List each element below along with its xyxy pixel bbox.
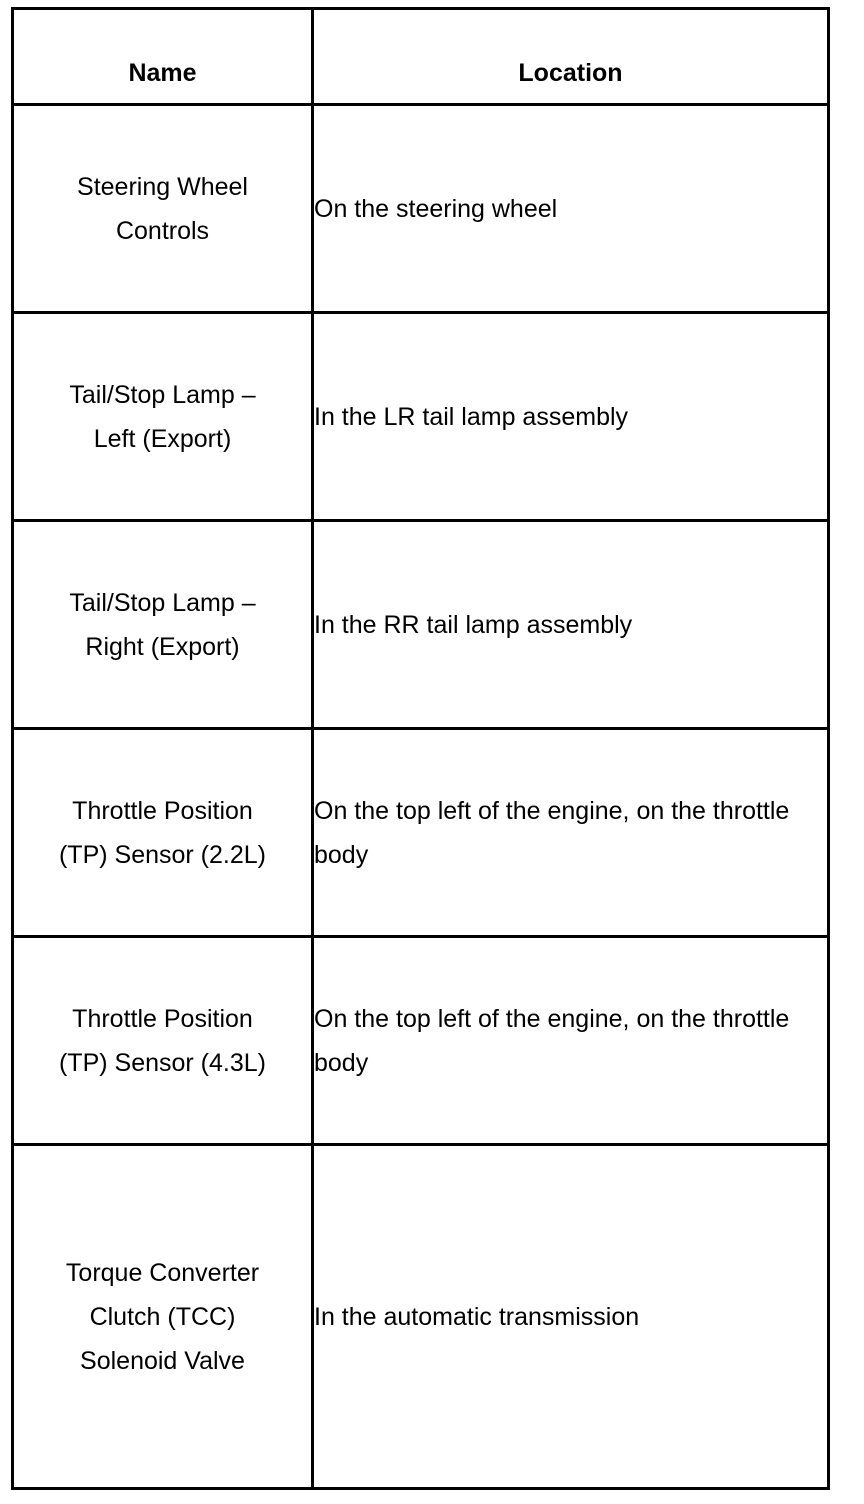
location-cell: In the automatic transmission [313,1145,829,1489]
table-row [13,937,829,1145]
table-row [13,313,829,521]
table-row [13,105,829,313]
location-cell: On the top left of the engine, on the throttle body [313,937,829,1145]
location-cell: On the steering wheel [313,105,829,313]
name-cell: Steering Wheel Controls [13,105,313,313]
column-header-location: Location [313,9,829,105]
name-cell: Tail/Stop Lamp – Right (Export) [13,521,313,729]
location-cell: In the RR tail lamp assembly [313,521,829,729]
location-cell: In the LR tail lamp assembly [313,313,829,521]
component-location-table [11,7,830,1490]
table-row [13,1145,829,1489]
table-header-row [13,9,829,105]
name-cell: Throttle Position (TP) Sensor (2.2L) [13,729,313,937]
column-header-name: Name [13,9,313,105]
name-cell: Torque Converter Clutch (TCC) Solenoid Valve [13,1145,313,1489]
location-cell: On the top left of the engine, on the throttle body [313,729,829,937]
table-row [13,729,829,937]
name-cell: Throttle Position (TP) Sensor (4.3L) [13,937,313,1145]
table-row [13,521,829,729]
name-cell: Tail/Stop Lamp – Left (Export) [13,313,313,521]
